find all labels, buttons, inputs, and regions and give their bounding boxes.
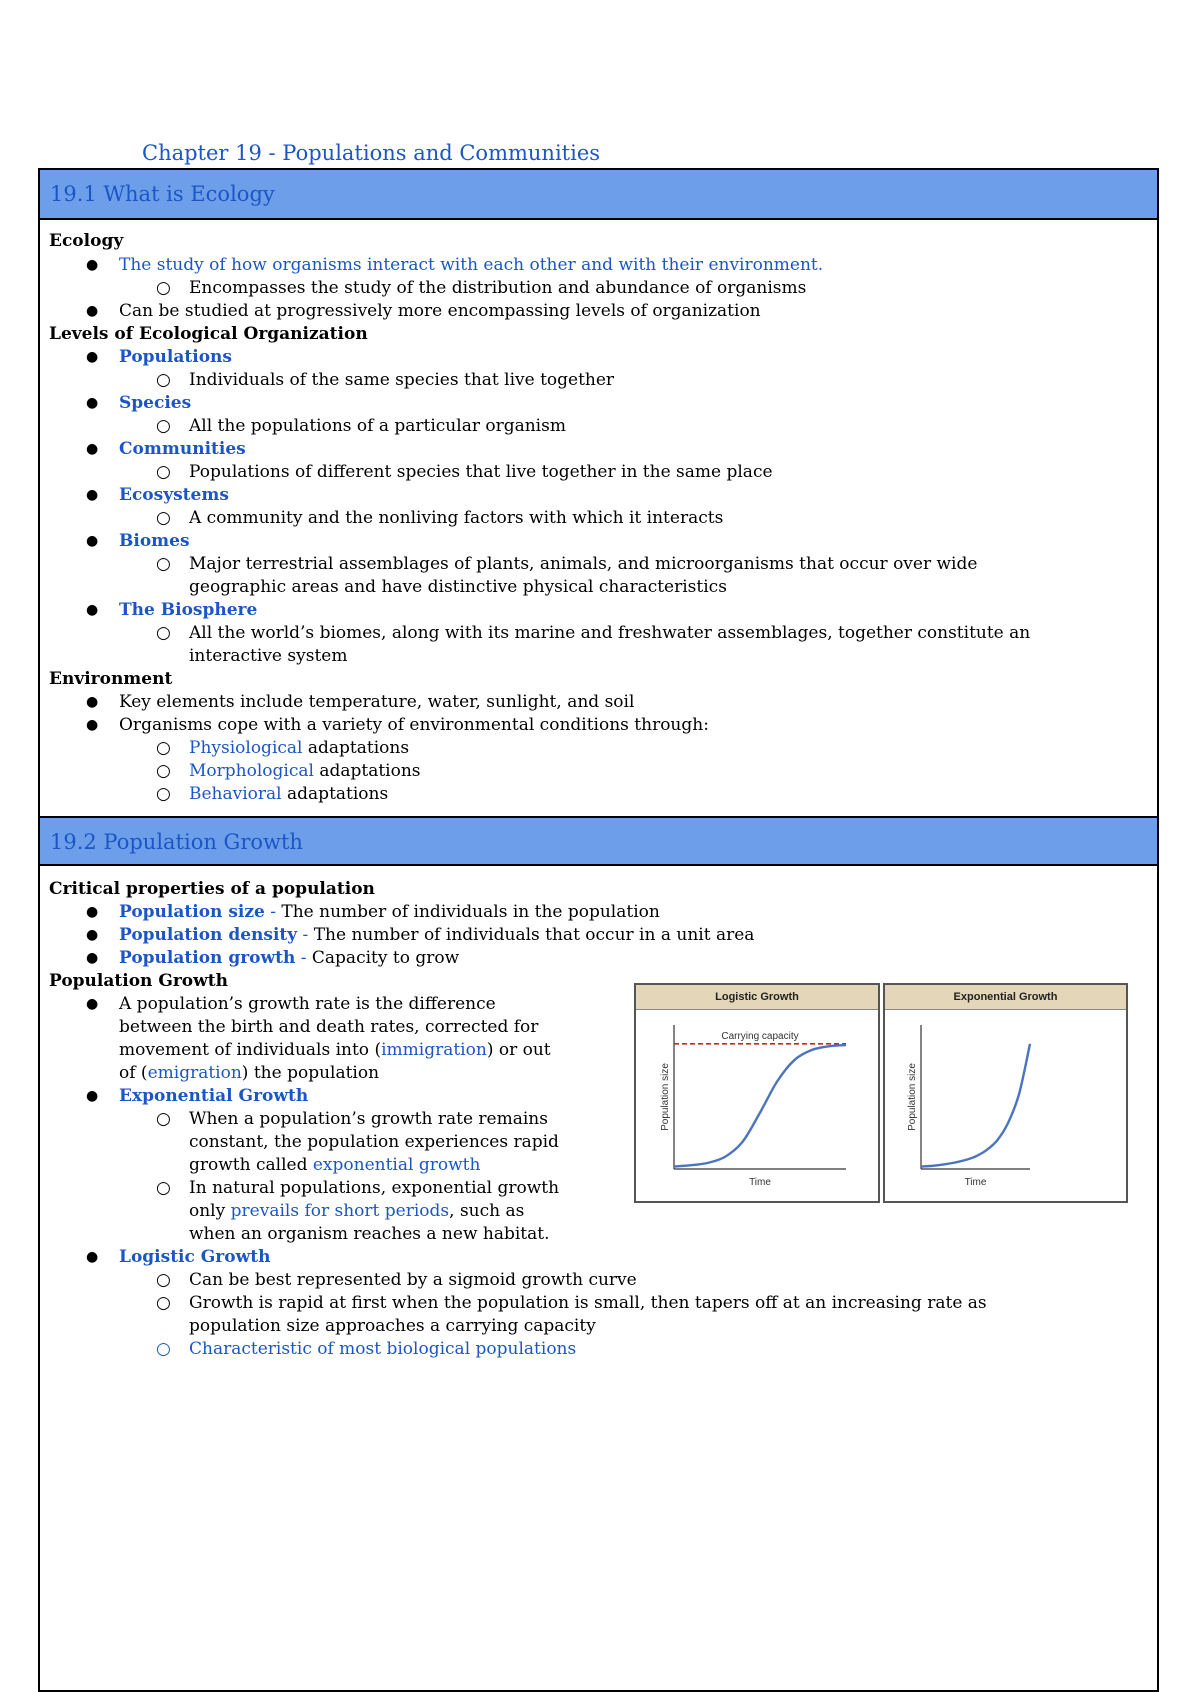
ecology-subpoint: Encompasses the study of the distribution and abundance of organisms bbox=[189, 278, 807, 298]
property-dash: - bbox=[297, 925, 314, 945]
bullet-icon: ● bbox=[86, 904, 99, 920]
population-growth-label: Population Growth bbox=[49, 971, 228, 991]
term-immigration: immigration bbox=[381, 1040, 487, 1060]
circle-bullet-icon: ○ bbox=[156, 1339, 171, 1359]
adaptation-rest: adaptations bbox=[313, 761, 421, 781]
log-point1: Can be best represented by a sigmoid growth curve bbox=[189, 1270, 637, 1290]
series-line-logistic bbox=[674, 1045, 846, 1166]
exponential-growth-chart bbox=[883, 983, 1128, 1203]
section-heading-population-growth: 19.2 Population Growth bbox=[40, 816, 1157, 866]
level-def-biosphere-line1: All the world’s biomes, along with its marine and freshwater assemblages, together constitute an bbox=[189, 623, 1031, 643]
y-axis-label: Population size bbox=[660, 1063, 671, 1131]
logistic-chart-svg bbox=[636, 1011, 878, 1203]
level-def-biosphere-line2: interactive system bbox=[189, 646, 348, 666]
x-axis-label: Time bbox=[749, 1177, 771, 1188]
circle-bullet-icon: ○ bbox=[156, 554, 171, 574]
bullet-icon: ● bbox=[86, 602, 99, 618]
property-def: The number of individuals that occur in a unit area bbox=[313, 925, 755, 945]
adaptation-term: Physiological bbox=[189, 738, 303, 758]
level-def-communities: Populations of different species that live together in the same place bbox=[189, 462, 773, 482]
exponential-growth-label: Exponential Growth bbox=[119, 1086, 309, 1106]
bullet-icon: ● bbox=[86, 1088, 99, 1104]
property-def: Capacity to grow bbox=[311, 948, 460, 968]
exp-point1-line3 bbox=[189, 1154, 480, 1176]
circle-bullet-icon: ○ bbox=[156, 462, 171, 482]
level-term-communities: Communities bbox=[119, 439, 246, 459]
growth-rate-line3 bbox=[119, 1039, 551, 1061]
bullet-icon: ● bbox=[86, 487, 99, 503]
property-dash: - bbox=[295, 948, 312, 968]
circle-bullet-icon: ○ bbox=[156, 784, 171, 804]
environment-label: Environment bbox=[49, 669, 173, 689]
circle-bullet-icon: ○ bbox=[156, 370, 171, 390]
exp-point2-line2 bbox=[189, 1200, 524, 1222]
growth-rate-line4 bbox=[119, 1062, 379, 1084]
exp-point2-line3: when an organism reaches a new habitat. bbox=[189, 1224, 550, 1244]
property-term: Population density bbox=[119, 925, 298, 945]
property-term: Population growth bbox=[119, 948, 296, 968]
level-term-ecosystems: Ecosystems bbox=[119, 485, 229, 505]
bullet-icon: ● bbox=[86, 303, 99, 319]
circle-bullet-icon: ○ bbox=[156, 738, 171, 758]
ecology-label: Ecology bbox=[49, 231, 124, 251]
properties-label: Critical properties of a population bbox=[49, 879, 375, 899]
text-run: growth called bbox=[189, 1155, 313, 1175]
circle-bullet-icon: ○ bbox=[156, 1178, 171, 1198]
bullet-icon: ● bbox=[86, 349, 99, 365]
log-point3: Characteristic of most biological populations bbox=[189, 1339, 577, 1359]
circle-bullet-icon: ○ bbox=[156, 1293, 171, 1313]
level-term-populations: Populations bbox=[119, 347, 232, 367]
adaptation-rest: adaptations bbox=[281, 784, 389, 804]
carrying-capacity-label: Carrying capacity bbox=[721, 1030, 799, 1042]
level-def-populations: Individuals of the same species that live together bbox=[189, 370, 615, 390]
property-size bbox=[119, 901, 660, 923]
section-heading-what-is-ecology: 19.1 What is Ecology bbox=[40, 170, 1157, 220]
exp-point1-line2: constant, the population experiences rapid bbox=[189, 1132, 559, 1152]
circle-bullet-icon: ○ bbox=[156, 278, 171, 298]
bullet-icon: ● bbox=[86, 257, 99, 273]
adaptation-rest: adaptations bbox=[302, 738, 410, 758]
circle-bullet-icon: ○ bbox=[156, 508, 171, 528]
level-term-species: Species bbox=[119, 393, 192, 413]
environment-point-2: Organisms cope with a variety of environmental conditions through: bbox=[119, 715, 709, 735]
exp-point2-line1: In natural populations, exponential growth bbox=[189, 1178, 560, 1198]
bullet-icon: ● bbox=[86, 717, 99, 733]
property-growth bbox=[119, 947, 459, 969]
level-def-biomes-line1: Major terrestrial assemblages of plants, animals, and microorganisms that occur over wide bbox=[189, 554, 978, 574]
bullet-icon: ● bbox=[86, 996, 99, 1012]
text-run: ) or out bbox=[486, 1040, 551, 1060]
adaptation-term: Behavioral bbox=[189, 784, 282, 804]
property-density bbox=[119, 924, 754, 946]
bullet-icon: ● bbox=[86, 950, 99, 966]
ecology-levels-point: Can be studied at progressively more encompassing levels of organization bbox=[119, 301, 761, 321]
text-run: ) the population bbox=[241, 1063, 380, 1083]
bullet-icon: ● bbox=[86, 694, 99, 710]
growth-rate-line1: A population’s growth rate is the difference bbox=[119, 994, 496, 1014]
circle-bullet-icon: ○ bbox=[156, 761, 171, 781]
term-short-periods: prevails for short periods bbox=[230, 1201, 450, 1221]
chart-title: Exponential Growth bbox=[885, 985, 1126, 1010]
level-def-species: All the populations of a particular organism bbox=[189, 416, 566, 436]
bullet-icon: ● bbox=[86, 927, 99, 943]
bullet-icon: ● bbox=[86, 533, 99, 549]
text-run: movement of individuals into ( bbox=[119, 1040, 382, 1060]
page-title: Chapter 19 - Populations and Communities bbox=[142, 141, 601, 165]
level-term-biosphere: The Biosphere bbox=[119, 600, 258, 620]
circle-bullet-icon: ○ bbox=[156, 1270, 171, 1290]
levels-label: Levels of Ecological Organization bbox=[49, 324, 368, 344]
adaptation-morphological bbox=[189, 760, 421, 782]
property-term: Population size bbox=[119, 902, 265, 922]
circle-bullet-icon: ○ bbox=[156, 1109, 171, 1129]
adaptation-term: Morphological bbox=[189, 761, 314, 781]
property-def: The number of individuals in the population bbox=[281, 902, 660, 922]
growth-rate-line2: between the birth and death rates, corrected for bbox=[119, 1017, 539, 1037]
adaptation-physiological bbox=[189, 737, 409, 759]
environment-point-1: Key elements include temperature, water, sunlight, and soil bbox=[119, 692, 635, 712]
bullet-icon: ● bbox=[86, 395, 99, 411]
chart-title: Logistic Growth bbox=[636, 985, 878, 1010]
exp-point1-line1: When a population’s growth rate remains bbox=[189, 1109, 548, 1129]
log-point2-line1: Growth is rapid at first when the population is small, then tapers off at an increasing rate as bbox=[189, 1293, 987, 1313]
level-term-biomes: Biomes bbox=[119, 531, 190, 551]
text-run: , such as bbox=[449, 1201, 525, 1221]
adaptation-behavioral bbox=[189, 783, 388, 805]
exponential-chart-svg bbox=[885, 1011, 1126, 1203]
y-axis-label: Population size bbox=[907, 1063, 918, 1131]
series-line-exponential bbox=[921, 1044, 1030, 1167]
logistic-growth-chart bbox=[634, 983, 880, 1203]
term-emigration: emigration bbox=[147, 1063, 242, 1083]
bullet-icon: ● bbox=[86, 1249, 99, 1265]
text-run: of ( bbox=[119, 1063, 148, 1083]
logistic-growth-label: Logistic Growth bbox=[119, 1247, 271, 1267]
circle-bullet-icon: ○ bbox=[156, 416, 171, 436]
bullet-icon: ● bbox=[86, 441, 99, 457]
property-dash: - bbox=[264, 902, 282, 922]
text-run: only bbox=[189, 1201, 231, 1221]
circle-bullet-icon: ○ bbox=[156, 623, 171, 643]
level-def-ecosystems: A community and the nonliving factors with which it interacts bbox=[189, 508, 724, 528]
term-exponential-growth: exponential growth bbox=[312, 1155, 481, 1175]
level-def-biomes-line2: geographic areas and have distinctive physical characteristics bbox=[189, 577, 727, 597]
x-axis-label: Time bbox=[964, 1177, 987, 1188]
log-point2-line2: population size approaches a carrying capacity bbox=[189, 1316, 596, 1336]
ecology-definition: The study of how organisms interact with each other and with their environment. bbox=[119, 255, 824, 275]
